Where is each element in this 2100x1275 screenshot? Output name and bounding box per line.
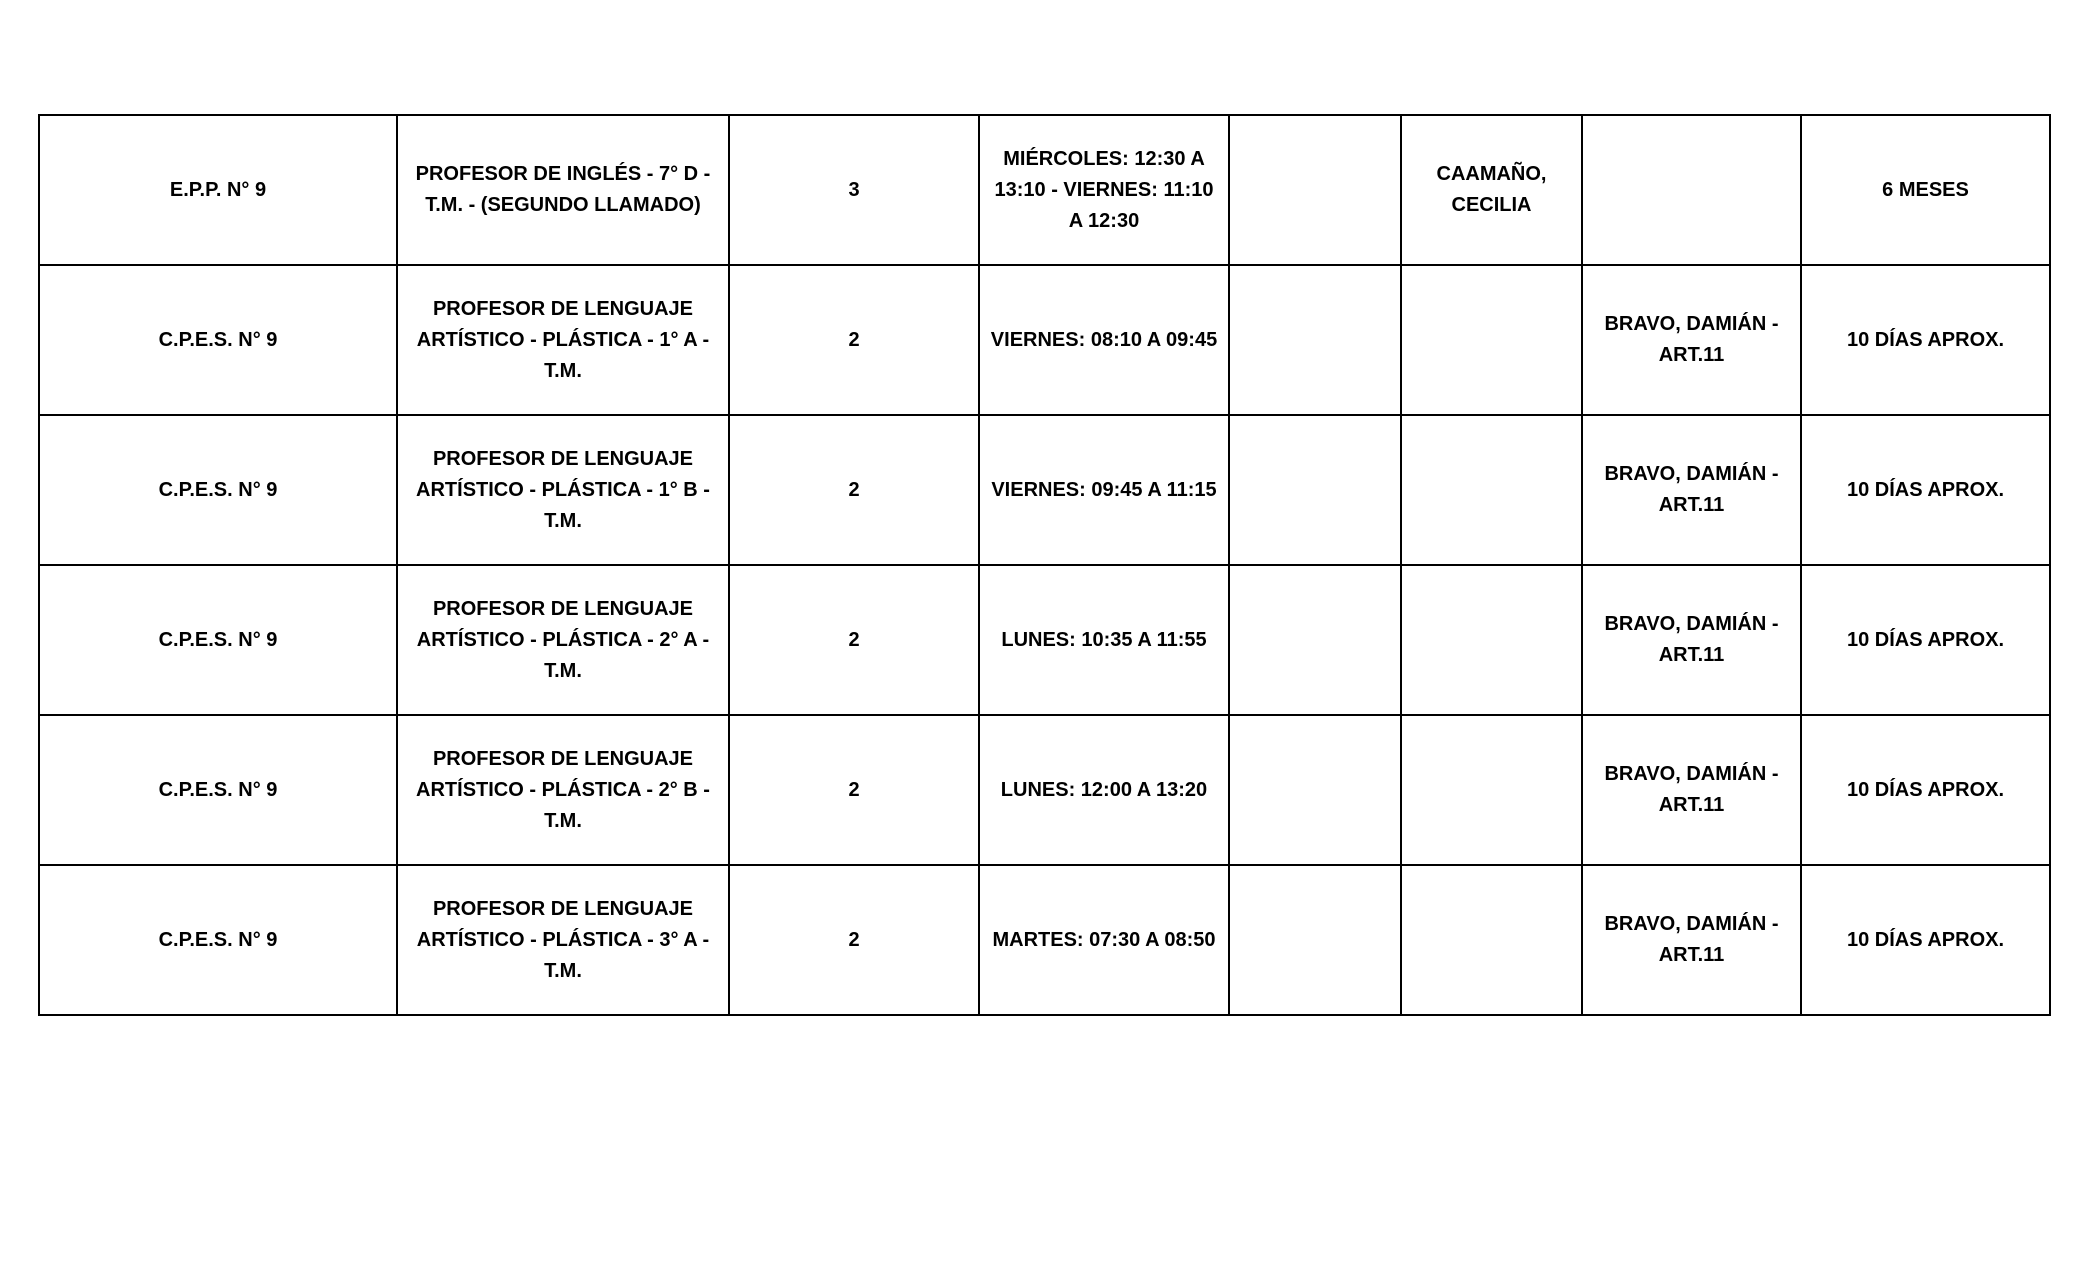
- empty-cell: [1229, 715, 1401, 865]
- positions-table: [38, 114, 2051, 1016]
- hours-cell: 2: [729, 265, 979, 415]
- position-cell: PROFESOR DE LENGUAJE ARTÍSTICO - PLÁSTICA - 3° A - T.M.: [397, 865, 729, 1015]
- schedule-cell: MARTES: 07:30 A 08:50: [979, 865, 1229, 1015]
- table-row: [39, 565, 2050, 715]
- empty-cell: [1229, 565, 1401, 715]
- position-cell: PROFESOR DE LENGUAJE ARTÍSTICO - PLÁSTICA - 2° B - T.M.: [397, 715, 729, 865]
- schedule-cell: LUNES: 10:35 A 11:55: [979, 565, 1229, 715]
- replacement-cell: [1582, 115, 1801, 265]
- name-cell: [1401, 565, 1582, 715]
- duration-cell: 10 DÍAS APROX.: [1801, 415, 2050, 565]
- name-cell: [1401, 865, 1582, 1015]
- replacement-cell: BRAVO, DAMIÁN - ART.11: [1582, 565, 1801, 715]
- empty-cell: [1229, 415, 1401, 565]
- hours-cell: 2: [729, 415, 979, 565]
- hours-cell: 2: [729, 565, 979, 715]
- duration-cell: 10 DÍAS APROX.: [1801, 715, 2050, 865]
- table-row: [39, 865, 2050, 1015]
- empty-cell: [1229, 865, 1401, 1015]
- table-row: [39, 415, 2050, 565]
- position-cell: PROFESOR DE LENGUAJE ARTÍSTICO - PLÁSTICA - 1° A - T.M.: [397, 265, 729, 415]
- name-cell: [1401, 265, 1582, 415]
- position-cell: PROFESOR DE LENGUAJE ARTÍSTICO - PLÁSTICA - 1° B - T.M.: [397, 415, 729, 565]
- replacement-cell: BRAVO, DAMIÁN - ART.11: [1582, 715, 1801, 865]
- table-row: [39, 265, 2050, 415]
- hours-cell: 2: [729, 865, 979, 1015]
- schedule-cell: VIERNES: 09:45 A 11:15: [979, 415, 1229, 565]
- hours-cell: 2: [729, 715, 979, 865]
- school-cell: C.P.E.S. N° 9: [39, 565, 397, 715]
- school-cell: C.P.E.S. N° 9: [39, 415, 397, 565]
- school-cell: C.P.E.S. N° 9: [39, 265, 397, 415]
- name-cell: CAAMAÑO, CECILIA: [1401, 115, 1582, 265]
- position-cell: PROFESOR DE LENGUAJE ARTÍSTICO - PLÁSTICA - 2° A - T.M.: [397, 565, 729, 715]
- table-row: [39, 715, 2050, 865]
- replacement-cell: BRAVO, DAMIÁN - ART.11: [1582, 265, 1801, 415]
- duration-cell: 10 DÍAS APROX.: [1801, 565, 2050, 715]
- hours-cell: 3: [729, 115, 979, 265]
- duration-cell: 6 MESES: [1801, 115, 2050, 265]
- schedule-cell: LUNES: 12:00 A 13:20: [979, 715, 1229, 865]
- schedule-cell: MIÉRCOLES: 12:30 A 13:10 - VIERNES: 11:10 A 12:30: [979, 115, 1229, 265]
- school-cell: C.P.E.S. N° 9: [39, 715, 397, 865]
- name-cell: [1401, 415, 1582, 565]
- schedule-cell: VIERNES: 08:10 A 09:45: [979, 265, 1229, 415]
- replacement-cell: BRAVO, DAMIÁN - ART.11: [1582, 415, 1801, 565]
- empty-cell: [1229, 115, 1401, 265]
- school-cell: E.P.P. N° 9: [39, 115, 397, 265]
- name-cell: [1401, 715, 1582, 865]
- school-cell: C.P.E.S. N° 9: [39, 865, 397, 1015]
- position-cell: PROFESOR DE INGLÉS - 7° D - T.M. - (SEGUNDO LLAMADO): [397, 115, 729, 265]
- table-row: [39, 115, 2050, 265]
- empty-cell: [1229, 265, 1401, 415]
- duration-cell: 10 DÍAS APROX.: [1801, 865, 2050, 1015]
- replacement-cell: BRAVO, DAMIÁN - ART.11: [1582, 865, 1801, 1015]
- duration-cell: 10 DÍAS APROX.: [1801, 265, 2050, 415]
